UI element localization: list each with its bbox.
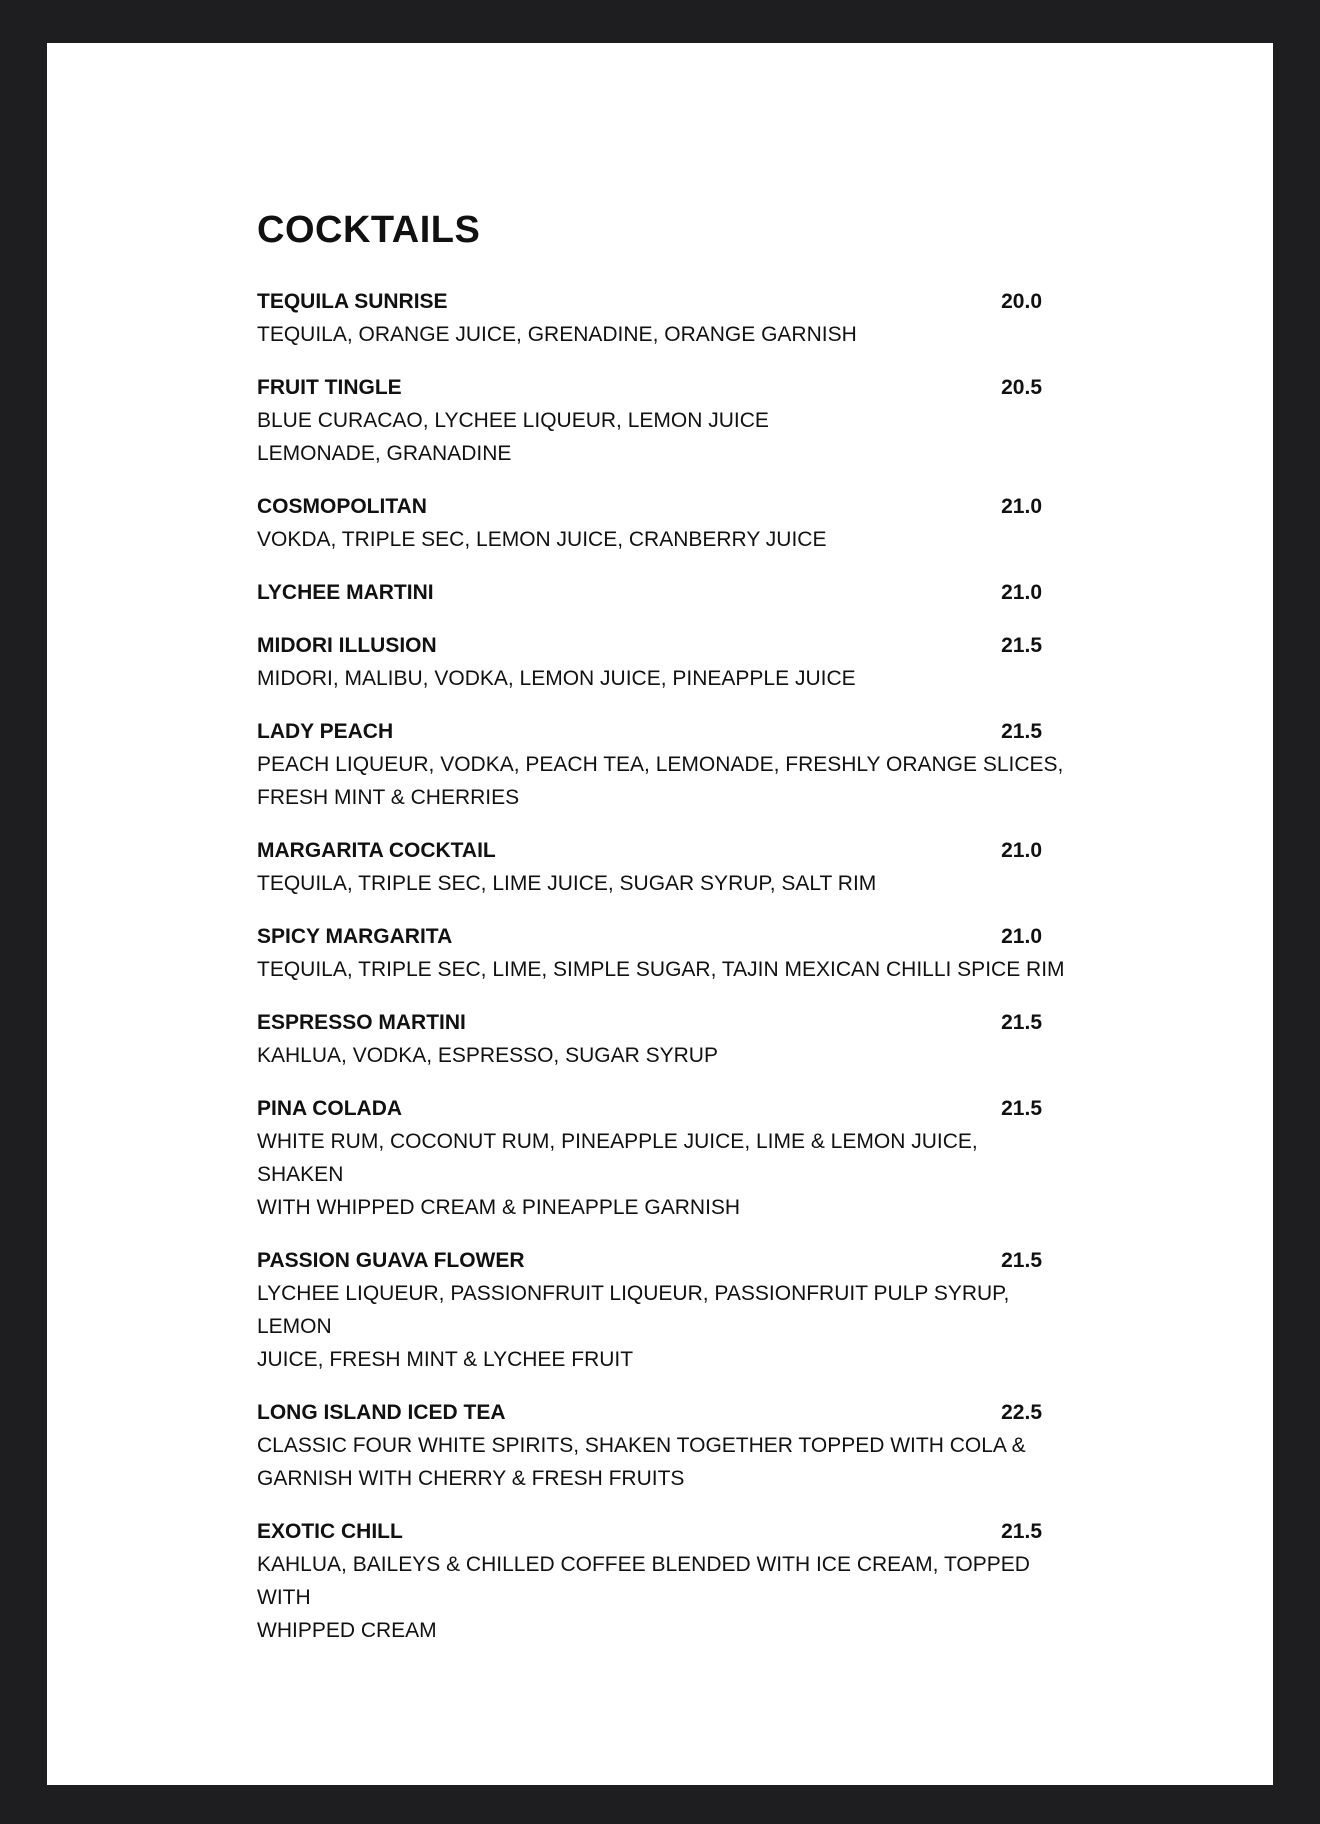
menu-item bbox=[257, 1092, 1107, 1224]
menu-item bbox=[257, 371, 1107, 470]
item-description-line-2: LEMONADE, GRANADINE bbox=[257, 442, 512, 465]
item-description: VOKDA, TRIPLE SEC, LEMON JUICE, CRANBERRY JUICE bbox=[257, 528, 827, 551]
menu-item bbox=[257, 920, 1107, 986]
menu-page bbox=[47, 43, 1273, 1785]
item-name: MARGARITA COCKTAIL bbox=[257, 839, 496, 862]
item-price: 20.0 bbox=[1001, 290, 1042, 313]
menu-title: COCKTAILS bbox=[257, 209, 481, 251]
item-description-line-2: WHIPPED CREAM bbox=[257, 1619, 437, 1642]
item-name: LYCHEE MARTINI bbox=[257, 581, 434, 604]
item-description: MIDORI, MALIBU, VODKA, LEMON JUICE, PINEAPPLE JUICE bbox=[257, 667, 856, 690]
item-name: EXOTIC CHILL bbox=[257, 1520, 403, 1543]
item-description: TEQUILA, ORANGE JUICE, GRENADINE, ORANGE GARNISH bbox=[257, 323, 857, 346]
item-price: 21.0 bbox=[1001, 839, 1042, 862]
item-price: 21.0 bbox=[1001, 495, 1042, 518]
item-description: BLUE CURACAO, LYCHEE LIQUEUR, LEMON JUICE bbox=[257, 409, 769, 432]
item-name: TEQUILA SUNRISE bbox=[257, 290, 448, 313]
item-description-line-2: FRESH MINT & CHERRIES bbox=[257, 786, 520, 809]
menu-item bbox=[257, 715, 1107, 814]
item-description: WHITE RUM, COCONUT RUM, PINEAPPLE JUICE, LIME & LEMON JUICE, SHAKEN bbox=[257, 1130, 978, 1186]
item-price: 20.5 bbox=[1001, 376, 1042, 399]
item-price: 21.5 bbox=[1001, 1249, 1042, 1272]
item-description: TEQUILA, TRIPLE SEC, LIME, SIMPLE SUGAR, TAJIN MEXICAN CHILLI SPICE RIM bbox=[257, 958, 1065, 981]
item-name: FRUIT TINGLE bbox=[257, 376, 402, 399]
menu-item bbox=[257, 1244, 1107, 1376]
menu-item bbox=[257, 1396, 1107, 1495]
item-price: 21.5 bbox=[1001, 1520, 1042, 1543]
item-name: SPICY MARGARITA bbox=[257, 925, 453, 948]
item-description-line-2: WITH WHIPPED CREAM & PINEAPPLE GARNISH bbox=[257, 1196, 741, 1219]
item-description: KAHLUA, VODKA, ESPRESSO, SUGAR SYRUP bbox=[257, 1044, 718, 1067]
item-description: PEACH LIQUEUR, VODKA, PEACH TEA, LEMONADE, FRESHLY ORANGE SLICES, bbox=[257, 753, 1064, 776]
item-name: LONG ISLAND ICED TEA bbox=[257, 1401, 506, 1424]
menu-item bbox=[257, 834, 1107, 900]
item-description: CLASSIC FOUR WHITE SPIRITS, SHAKEN TOGETHER TOPPED WITH COLA & bbox=[257, 1434, 1026, 1457]
item-price: 21.0 bbox=[1001, 581, 1042, 604]
item-name: PINA COLADA bbox=[257, 1097, 403, 1120]
item-description: TEQUILA, TRIPLE SEC, LIME JUICE, SUGAR SYRUP, SALT RIM bbox=[257, 872, 877, 895]
item-name: COSMOPOLITAN bbox=[257, 495, 427, 518]
menu-item bbox=[257, 576, 1107, 609]
item-name: ESPRESSO MARTINI bbox=[257, 1011, 466, 1034]
item-price: 21.5 bbox=[1001, 634, 1042, 657]
item-name: PASSION GUAVA FLOWER bbox=[257, 1249, 525, 1272]
menu-item bbox=[257, 490, 1107, 556]
item-price: 21.0 bbox=[1001, 925, 1042, 948]
item-name: LADY PEACH bbox=[257, 720, 394, 743]
menu-item bbox=[257, 1006, 1107, 1072]
item-description: LYCHEE LIQUEUR, PASSIONFRUIT LIQUEUR, PASSIONFRUIT PULP SYRUP, LEMON bbox=[257, 1282, 1010, 1338]
item-price: 21.5 bbox=[1001, 1097, 1042, 1120]
menu-content bbox=[257, 211, 1107, 1667]
menu-item bbox=[257, 629, 1107, 695]
menu-item bbox=[257, 285, 1107, 351]
item-price: 22.5 bbox=[1001, 1401, 1042, 1424]
menu-item bbox=[257, 1515, 1107, 1647]
item-description-line-2: JUICE, FRESH MINT & LYCHEE FRUIT bbox=[257, 1348, 634, 1371]
item-description-line-2: GARNISH WITH CHERRY & FRESH FRUITS bbox=[257, 1467, 685, 1490]
item-description: KAHLUA, BAILEYS & CHILLED COFFEE BLENDED WITH ICE CREAM, TOPPED WITH bbox=[257, 1553, 1030, 1609]
item-name: MIDORI ILLUSION bbox=[257, 634, 437, 657]
item-price: 21.5 bbox=[1001, 720, 1042, 743]
item-price: 21.5 bbox=[1001, 1011, 1042, 1034]
